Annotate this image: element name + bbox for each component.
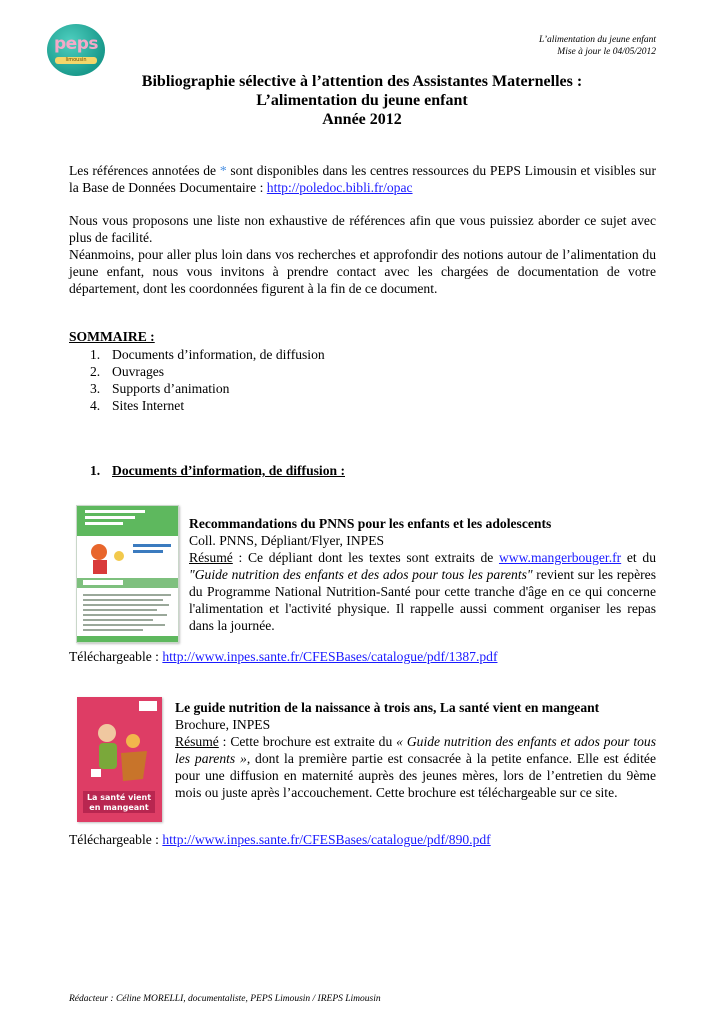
cover-illustration [77, 506, 178, 642]
annotation-star: * [219, 163, 227, 178]
entry-title: Le guide nutrition de la naissance à trois ans, La santé vient en mangeant [175, 700, 600, 715]
resume-text: : Ce dépliant dont les textes sont extraits de [232, 550, 499, 565]
entry-meta: Brochure, INPES [175, 717, 271, 732]
resume-text: : Cette brochure est extraite du [218, 734, 397, 749]
sommaire-list [90, 346, 325, 414]
item-number: 2. [90, 364, 101, 379]
resume-text: et du [621, 550, 656, 565]
intro-paragraph-2 [69, 212, 656, 297]
title-line-3: Année 2012 [322, 111, 402, 128]
entry-resume [189, 549, 656, 634]
svg-text:en mangeant: en mangeant [89, 803, 149, 812]
sommaire-item [90, 346, 325, 363]
download-link-1387[interactable]: http://www.inpes.sante.fr/CFESBases/catalogue/pdf/1387.pdf [162, 649, 498, 664]
mangerbouger-link[interactable]: www.mangerbouger.fr [498, 550, 622, 565]
item-label: Ouvrages [112, 364, 165, 379]
item-number: 4. [90, 398, 101, 413]
intro-paragraph-1 [69, 162, 656, 196]
item-number: 1. [90, 347, 101, 362]
item-label: Supports d’animation [112, 381, 230, 396]
entry-meta: Coll. PNNS, Dépliant/Flyer, INPES [189, 533, 385, 548]
download-line-1 [69, 649, 497, 665]
resume-text: , dont la première partie est consacrée à la petite enfance. Elle est éditée pour une diffusion en maternité auprès des jeunes mères, lors de l’entretien du 9ème mois ou juste après l’accouchement. Cette brochure est téléchargeable sur ce site. [175, 751, 656, 800]
sommaire-item [90, 380, 325, 397]
logo-subtitle: limousin [55, 57, 97, 64]
header-topic: L’alimentation du jeune enfant [538, 35, 656, 45]
resume-text: revient sur les repères du Programme National Nutrition-Santé pour cette tranche d'âge en ce qui concerne l'alimentation et l'activité physique. Il rappelle aussi comment organiser les repas dans la journée. [189, 567, 656, 633]
section-number: 1. [90, 463, 101, 478]
page-header [539, 34, 656, 58]
resume-label: Résumé [175, 734, 219, 749]
title-line-2: L’alimentation du jeune enfant [256, 92, 468, 109]
sommaire-item [90, 363, 325, 380]
item-label: Sites Internet [112, 398, 185, 413]
entry-pnns [189, 515, 656, 634]
section-title: Documents d’information, de diffusion : [112, 463, 345, 478]
item-label: Documents d’information, de diffusion [112, 347, 325, 362]
download-label: Téléchargeable : [69, 832, 163, 847]
intro-text: Les références annotées de [69, 163, 220, 178]
entry-title: Recommandations du PNNS pour les enfants et les adolescents [189, 516, 552, 531]
resume-italic: "Guide nutrition des enfants et des ados pour tous les parents" [189, 567, 533, 582]
sante-vient-en-mangeant-cover-image [77, 697, 162, 822]
header-update-date: Mise à jour le 04/05/2012 [557, 47, 656, 57]
title-line-1: Bibliographie sélective à l’attention des Assistantes Maternelles : [141, 73, 583, 90]
sommaire-heading: SOMMAIRE : [69, 329, 155, 344]
section-heading [90, 463, 345, 479]
entry-guide-nutrition [175, 699, 656, 801]
item-number: 3. [90, 381, 101, 396]
intro-text: Néanmoins, pour aller plus loin dans vos recherches et approfondir des notions autour de l’alimentation du jeune enfant, nous vous invitons à prendre contact avec les chargées de documentation de votre département, dont les coordonnées figurent à la fin de ce document. [69, 247, 656, 296]
poledoc-link[interactable]: http://poledoc.bibli.fr/opac [266, 180, 413, 195]
entry-resume [175, 733, 656, 801]
logo-text: peps [54, 34, 98, 54]
document-title [0, 72, 724, 129]
resume-italic: « Guide nutrition des enfants et ados pour tous les parents » [175, 734, 656, 766]
pnns-flyer-cover-image [76, 505, 179, 643]
download-label: Téléchargeable : [69, 649, 163, 664]
sommaire-item [90, 397, 325, 414]
download-line-2 [69, 832, 491, 848]
page-footer: Rédacteur : Céline MORELLI, documentaliste, PEPS Limousin / IREPS Limousin [69, 994, 381, 1004]
intro-text: Nous vous proposons une liste non exhaustive de références afin que vous puissiez aborder ce sujet avec plus de facilité. [69, 213, 656, 245]
resume-label: Résumé [189, 550, 233, 565]
intro-text: sont disponibles dans les centres ressources du PEPS Limousin et visibles sur la Base de Données Documentaire : [69, 163, 656, 195]
cover-illustration [77, 697, 162, 822]
svg-text:La santé vient: La santé vient [86, 793, 152, 802]
peps-logo [47, 24, 105, 76]
download-link-890[interactable]: http://www.inpes.sante.fr/CFESBases/catalogue/pdf/890.pdf [162, 832, 491, 847]
